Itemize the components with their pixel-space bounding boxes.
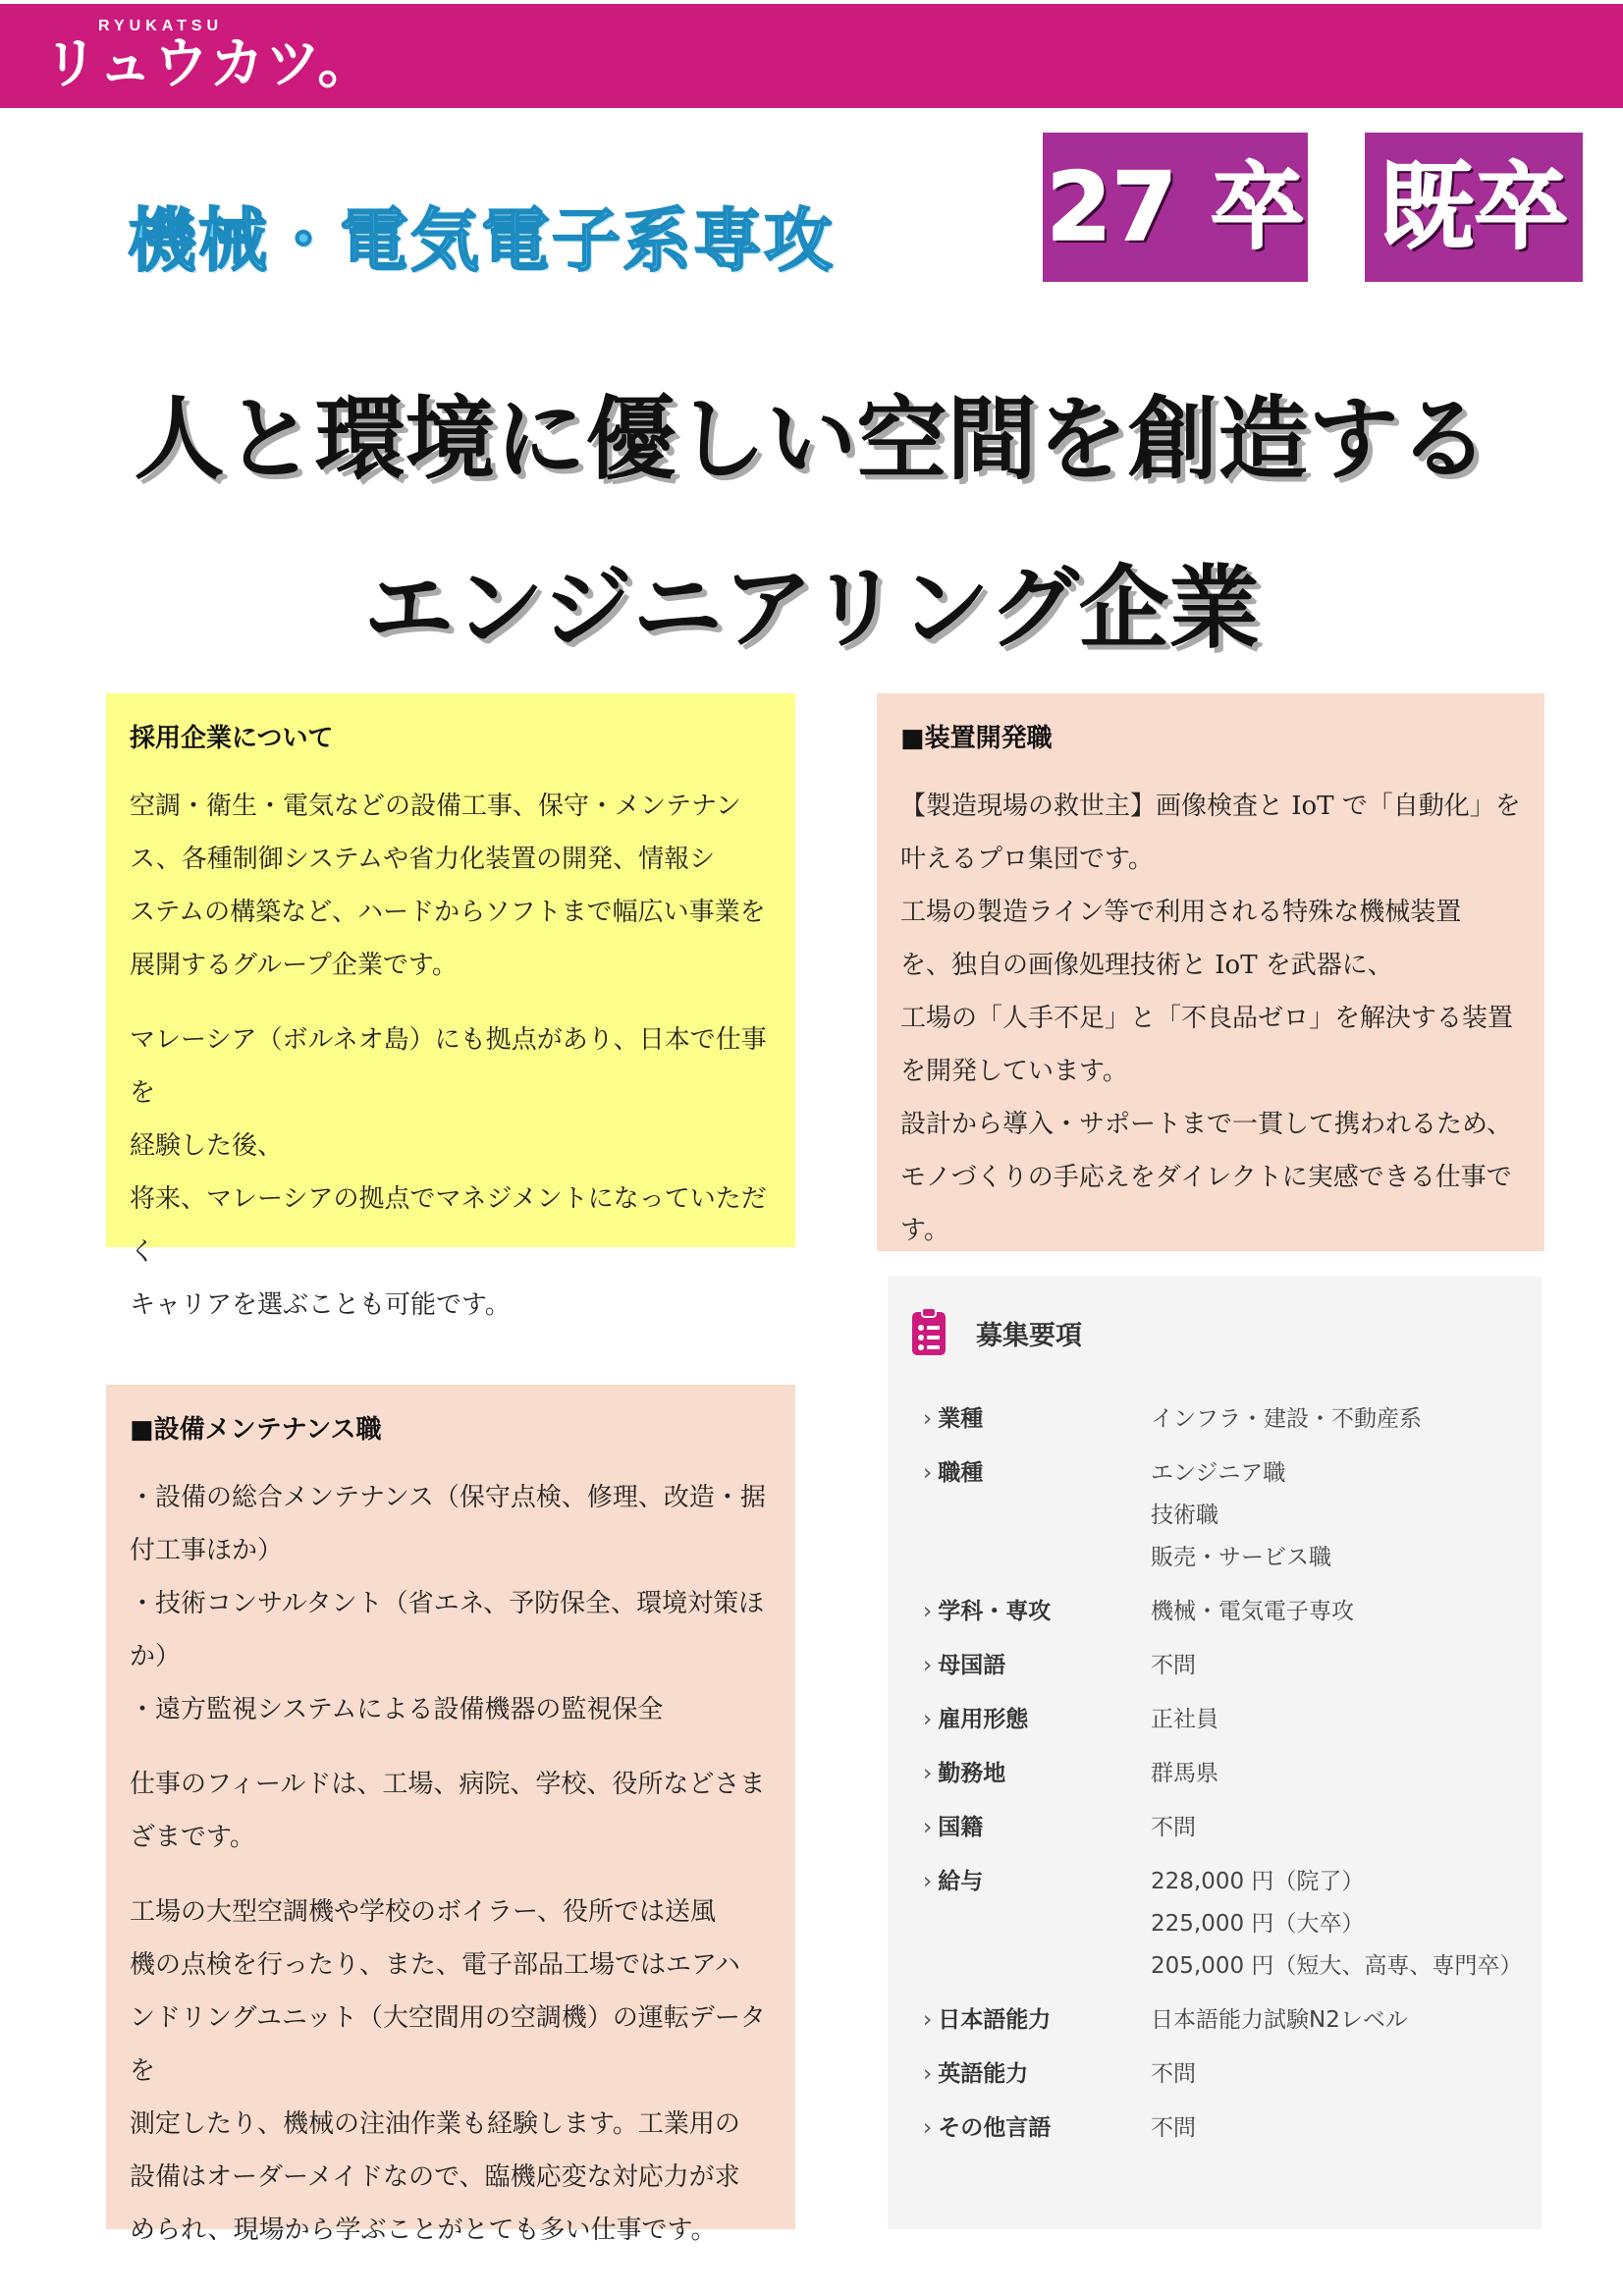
row-value: 不問 [1151, 1653, 1196, 1678]
recruitment-row-label [923, 2053, 1151, 2096]
row-label-text: 学科・専攻 [938, 1599, 1052, 1624]
recruitment-row [923, 1452, 1532, 1579]
text-line: ・設備の総合メンテナンス（保守点検、修理、改造・据 [130, 1483, 766, 1512]
row-value: 日本語能力試験N2レベル [1151, 2007, 1408, 2033]
recruitment-row-values [1151, 2107, 1532, 2150]
chevron-right-icon: › [923, 1761, 933, 1786]
text-line: ンドリングユニット（大空間用の空調機）の運転データを [130, 2003, 766, 2086]
row-value: 228,000 円（院了） [1151, 1869, 1365, 1894]
chevron-right-icon: › [923, 2007, 933, 2033]
row-label-text: 英語能力 [938, 2061, 1029, 2087]
recruitment-row-values [1151, 1807, 1532, 1849]
row-value: 225,000 円（大卒） [1151, 1911, 1365, 1937]
row-value: インフラ・建設・不動産系 [1151, 1406, 1422, 1432]
row-value: 不問 [1151, 1815, 1196, 1840]
text-line: 付工事ほか） [130, 1536, 284, 1565]
brand-wordmark: RYUKATSU [98, 18, 224, 34]
company-info-box [106, 693, 795, 1320]
text-line: ざまです。 [130, 1823, 255, 1852]
recruitment-panel [888, 1277, 1542, 2229]
recruitment-row-label [923, 1452, 1151, 1579]
recruitment-row [923, 1861, 1532, 1988]
company-paragraph-1 [130, 780, 772, 992]
chevron-right-icon: › [923, 2115, 933, 2141]
maintenance-box [106, 1385, 795, 2245]
row-label-text: 母国語 [938, 1653, 1006, 1678]
recruitment-row-label [923, 1591, 1151, 1633]
text-line: 設計から導入・サポートまで一貫して携われるため、 [900, 1110, 1512, 1139]
row-value: 販売・サービス職 [1151, 1545, 1331, 1570]
recruitment-row-values [1151, 1699, 1532, 1741]
row-value: 不問 [1151, 2115, 1196, 2141]
recruitment-row-values [1151, 1398, 1532, 1441]
chevron-right-icon: › [923, 1869, 933, 1894]
chevron-right-icon: › [923, 1707, 933, 1732]
recruitment-rows [923, 1398, 1532, 2161]
recruitment-row-values [1151, 1753, 1532, 1795]
recruitment-row-values [1151, 2053, 1532, 2096]
maintenance-paragraph-2 [130, 1758, 772, 1864]
recruitment-row [923, 1645, 1532, 1687]
recruitment-row-label [923, 1807, 1151, 1849]
row-label-text: 勤務地 [938, 1761, 1006, 1786]
maintenance-paragraph-3 [130, 1886, 772, 2257]
text-line: 機の点検を行ったり、また、電子部品工場ではエアハ [130, 1950, 740, 1980]
recruitment-row-values [1151, 1452, 1532, 1579]
row-value: エンジニア職 [1151, 1460, 1286, 1486]
chevron-right-icon: › [923, 1460, 933, 1486]
text-line: を開発しています。 [900, 1057, 1128, 1086]
text-line: 工場の製造ライン等で利用される特殊な機械装置 [900, 898, 1462, 927]
device-development-body [900, 780, 1521, 1257]
text-line: ・遠方監視システムによる設備機器の監視保全 [130, 1695, 664, 1724]
text-line: ス、各種制御システムや省力化装置の開発、情報シ [130, 845, 716, 874]
recruitment-row [923, 1807, 1532, 1849]
text-line: 経験した後、 [130, 1131, 284, 1161]
chevron-right-icon: › [923, 1599, 933, 1624]
recruitment-row-label [923, 1753, 1151, 1795]
text-line: を、独自の画像処理技術と IoT を武器に、 [900, 951, 1393, 980]
row-value: 技術職 [1151, 1503, 1218, 1528]
maintenance-title: ■設備メンテナンス職 [130, 1415, 382, 1445]
row-label-text: 業種 [938, 1406, 984, 1432]
text-line: 空調・衛生・電気などの設備工事、保守・メンテナン [130, 792, 741, 821]
recruitment-row-label [923, 1645, 1151, 1687]
recruitment-row [923, 2107, 1532, 2150]
headline-line-2: エンジニアリング企業 [363, 556, 1260, 661]
text-line: 将来、マレーシアの拠点でマネジメントになっていただく [130, 1184, 767, 1267]
headline-line-1: 人と環境に優しい空間を創造する [134, 387, 1489, 492]
brand-logo: リュウカツ。 [43, 32, 374, 96]
row-label-text: 日本語能力 [938, 2007, 1052, 2033]
graduate-badge: 既卒 [1365, 133, 1583, 282]
recruitment-row [923, 1999, 1532, 2042]
recruitment-row [923, 1753, 1532, 1795]
text-line: 叶えるプロ集団です。 [900, 845, 1154, 874]
row-label-text: 給与 [938, 1869, 984, 1894]
text-line: ・技術コンサルタント（省エネ、予防保全、環境対策ほ [130, 1589, 765, 1618]
device-development-box [877, 693, 1544, 1251]
recruitment-row-label [923, 1699, 1151, 1741]
text-line: ステムの構築など、ハードからソフトまで幅広い事業を [130, 898, 766, 927]
row-label-text: 職種 [938, 1460, 984, 1486]
maintenance-paragraph-1 [130, 1471, 772, 1736]
text-line: められ、現場から学ぶことがとても多い仕事です。 [130, 2215, 717, 2245]
device-development-title: ■装置開発職 [900, 724, 1053, 753]
recruitment-row-label [923, 1861, 1151, 1988]
row-label-text: 国籍 [938, 1815, 984, 1840]
row-value: 正社員 [1151, 1707, 1218, 1732]
company-paragraph-2 [130, 1013, 772, 1332]
text-line: 測定したり、機械の注油作業も経験します。工業用の [130, 2109, 740, 2139]
text-line: キャリアを選ぶことも可能です。 [130, 1290, 511, 1320]
text-line: 【製造現場の救世主】画像検査と IoT で「自動化」を [900, 792, 1521, 821]
chevron-right-icon: › [923, 2061, 933, 2087]
row-value: 機械・電気電子専攻 [1151, 1599, 1354, 1624]
row-label-text: その他言語 [938, 2115, 1052, 2141]
recruitment-row-label [923, 1398, 1151, 1441]
row-label-text: 雇用形態 [938, 1707, 1029, 1732]
recruitment-row-values [1151, 1861, 1532, 1988]
text-line: モノづくりの手応えをダイレクトに実感できる仕事です。 [900, 1163, 1512, 1245]
chevron-right-icon: › [923, 1406, 933, 1432]
recruitment-row [923, 2053, 1532, 2096]
recruitment-row [923, 1398, 1532, 1441]
recruitment-row-values [1151, 1645, 1532, 1687]
recruitment-row-values [1151, 1591, 1532, 1633]
text-line: 工場の大型空調機や学校のボイラー、役所では送風 [130, 1897, 716, 1927]
row-value: 不問 [1151, 2061, 1196, 2087]
text-line: 仕事のフィールドは、工場、病院、学校、役所などさま [130, 1770, 766, 1799]
company-info-title: 採用企業について [130, 724, 334, 753]
recruitment-row [923, 1699, 1532, 1741]
text-line: か） [130, 1642, 182, 1671]
text-line: マレーシア（ボルネオ島）にも拠点があり、日本で仕事を [130, 1025, 767, 1108]
recruitment-row-values [1151, 1999, 1532, 2042]
recruitment-row-label [923, 1999, 1151, 2042]
text-line: 設備はオーダーメイドなので、臨機応変な対応力が求 [130, 2162, 740, 2192]
chevron-right-icon: › [923, 1653, 933, 1678]
clipboard-list-icon [909, 1306, 948, 1357]
text-line: 展開するグループ企業です。 [130, 951, 458, 980]
recruitment-title: 募集要項 [976, 1321, 1082, 1351]
row-value: 205,000 円（短大、高専、専門卒） [1151, 1953, 1523, 1979]
graduation-year-badge: 27 卒 [1043, 133, 1308, 282]
row-value: 群馬県 [1151, 1761, 1218, 1786]
text-line: 工場の「人手不足」と「不良品ゼロ」を解決する装置 [900, 1004, 1514, 1033]
header-bar [0, 4, 1623, 108]
major-title: 機械・電気電子系専攻 [128, 200, 835, 281]
chevron-right-icon: › [923, 1815, 933, 1840]
recruitment-row [923, 1591, 1532, 1633]
recruitment-row-label [923, 2107, 1151, 2150]
